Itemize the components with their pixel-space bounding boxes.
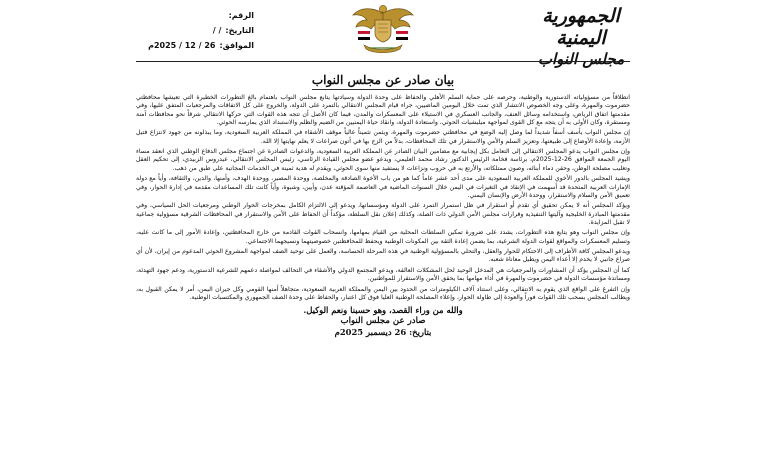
- reference-number-label: الرقم:: [228, 11, 254, 20]
- reference-block: [136, 8, 254, 53]
- statement-title: بيان صادر عن مجلس النواب: [311, 73, 455, 87]
- paragraph: وإن مجلس النواب وهو يتابع هذه التطورات، يشدد على ضرورة تمكين السلطات المحلية من القيام بمهامها، وانسحاب القوات القادمة من خارج المحافظتين، وإعادة الأمور إلى ما كانت عليه، وتسليم المعسكرات والمواقع لقوات الدولة الشرعية، بما يضمن إعادة الثقة بين المكونات الوطنية ويحفظ للمحافظتين خصوصيتهما ونسيجهما الاجتماعي.: [136, 229, 630, 245]
- paragraph: ويدعو المجلس كافة الأطراف إلى الاحتكام للحوار والعقل، والتحلي بالمسؤولية الوطنية في هذه المرحلة الحساسة، والعمل على توحيد الصف لمواجهة المشروع الحوثي المدعوم من إيران، لأن أي صراع جانبي لا يخدم إلا أعداء اليمن ويطيل معاناة شعبه.: [136, 248, 630, 264]
- hijri-date-row: [136, 23, 254, 38]
- corresponding-date-value: 26 / 12 / 2025م: [148, 41, 216, 50]
- date-value: / /: [212, 26, 222, 35]
- paragraph: انطلاقاً من مسؤولياته الدستورية والوطنية، وحرصه على حماية السلم الأهلي والحفاظ على وحدة الدولة وسيادتها يتابع مجلس النواب باهتمام بالغ التطورات الخطيرة التي تعيشها محافظتي حضرموت والمهرة، وعلى وجه الخصوص الانتشار الذي تمت خلال اليومين الماضيين، جراء قيام المجلس الانتقالي بالتمرد على الدولة، والخروج على كل الاتفاقات والمرجعيات المتفق عليها، وفي مقدمتها اتفاق الرياض، واستخدامه وسائل العنف، والجانب العسكري في الاستيلاء على المعسكرات والمدن، فيما كان الأصل أن تتجه هذه القوات التي حركها الانتقالي شرقاً نحو محافظات آمنة ومستقرة، وكان الأولى به أن يتجه مع كل القوى لمواجهة ميليشيات الحوثي، واستعادة الدولة، وانقاذ حياة اليمنيين من الضيم والظلم والاستبداد الذي يمارسه الحوثي.: [136, 94, 630, 126]
- statement-body: [136, 94, 630, 302]
- letterhead: [136, 0, 630, 68]
- reference-number-row: [136, 8, 254, 23]
- paragraph: إن مجلس النواب يأسف أسفاً شديداً لما وصل إليه الوضع في محافظتي حضرموت والمهرة، ويثمن تثميناً عالياً موقف الأشقاء في المملكة العربية السعودية، وما يبذلونه من جهود لانتزاع فتيل الأزمة، وإعادة الأوضاع إلى طبيعتها، وتعزيز السلم والأمن والاستقرار في تلك المحافظات، بدلاً من الزج بها في أتون صراعات لا يعلم نهايتها إلا الله.: [136, 129, 630, 145]
- closing-issuer: صادر عن مجلس النواب: [340, 315, 426, 326]
- closing-invocation: والله من وراء القصد، وهو حسبنا ونعم الوكيل.: [303, 304, 463, 315]
- masthead-institution: مجلس النواب: [537, 50, 625, 68]
- paragraph: ويشيد المجلس بالدور الأخوي للمملكة العربية السعودية على مدى أحد عشر عاماً كما هو من باب الأخوة الصادقة والمخلصة، ووحدة المصير، ووحدة الهدف، وأمنها، والدين، والثقافة، وأياً مع دولة الإمارات العربية المتحدة قد أسهمت في الإنقاذ في التغيرات في اليمن خلال السنوات الماضية في العاصمة المؤقتة عدن، وأبين، وشبوة، وأياً كانت تلك المساعدات مقدمة في إدارة الحوار، وفي تعميق الأمن والسلام والاستقرار، ووحدة الأرض والإنسان اليمني.: [136, 175, 630, 199]
- masthead-country: الجمهورية اليمنية: [542, 5, 620, 49]
- paragraph: وإن مجلس النواب يدعو المجلس الانتقالي إلى التعامل بكل إيجابية مع مضامين البيان الصادر عن المملكة العربية السعودية، والدعوات الصادرة عن اجتماع مجلس الدفاع الوطني الذي انعقد مساء اليوم الجمعة الموافق 26-12-2025م، برئاسة فخامة الرئيس الدكتور رشاد محمد العليمي، ويدعو عضو مجلس القيادة الرئاسي، رئيس المجلس الانتقالي، عيدروس الزبيدي، إلى تحكيم العقل وتغليب مصلحة الوطن، وحقن دماء أبنائه، وصون ممتلكاته، والأرتع به في حروب ونزاعات لا يستفيد منها سوى الحوثي، ويقدم له هدية ثمينة في الخدمات المجانية على طبق من ذهب.: [136, 148, 630, 172]
- paragraph: ويؤكد المجلس أنه لا يمكن تحقيق أي تقدم أو استقرار في ظل استمرار التمرد على الدولة ومؤسساتها، ويدعو إلى الالتزام الكامل بمخرجات الحوار الوطني ومرجعيات الحل السياسي، وفي مقدمتها المبادرة الخليجية وآليتها التنفيذية وقرارات مجلس الأمن الدولي ذات الصلة، وكذلك إعلان نقل السلطة، مؤكداً أن الحفاظ على الأمن والاستقرار في المحافظات الشرقية مسؤولية جماعية لا تقبل المزايدة.: [136, 202, 630, 226]
- date-label: التاريخ:: [225, 26, 254, 35]
- closing-date: بتاريخ: 26 ديسمبر 2025م: [334, 326, 432, 337]
- closing-block: [136, 305, 630, 338]
- masthead: [532, 5, 630, 68]
- title-underline: [312, 89, 454, 90]
- header-divider: [136, 61, 630, 62]
- gregorian-date-row: [136, 38, 254, 53]
- yemen-eagle-emblem-icon: [350, 1, 416, 59]
- corresponding-date-label: الموافق:: [219, 41, 254, 50]
- paragraph: كما أن المجلس يؤكد أن المشاورات والمرجعيات هي المدخل الوحيد لحل المشكلات العالقة، ويدعو المجتمع الدولي والأشقاء في التحالف لمواصلة دعمهم للشرعية الدستورية، ودعم جهود التهدئة، ومساندة مؤسسات الدولة في حضرموت والمهرة في أداء مهامها بما يحقق الأمن والاستقرار للمواطنين.: [136, 266, 630, 283]
- paragraph: وإن التفرغ على الواقع الذي يقوم به الانتقالي، وعلى استناد آلاف الكيلومترات من الحدود بين اليمن والمملكة العربية السعودية، متجاهلاً أمنها القومي وكل جيران اليمن، أمر لا يمكن القبول به، ويطالب المجلس بسحب تلك القوات فوراً والعودة إلى طاولة الحوار، وإعلاء المصلحة الوطنية العليا فوق كل اعتبار، والحفاظ على وحدة الصف الجمهوري والمكتسبات الوطنية.: [136, 285, 630, 302]
